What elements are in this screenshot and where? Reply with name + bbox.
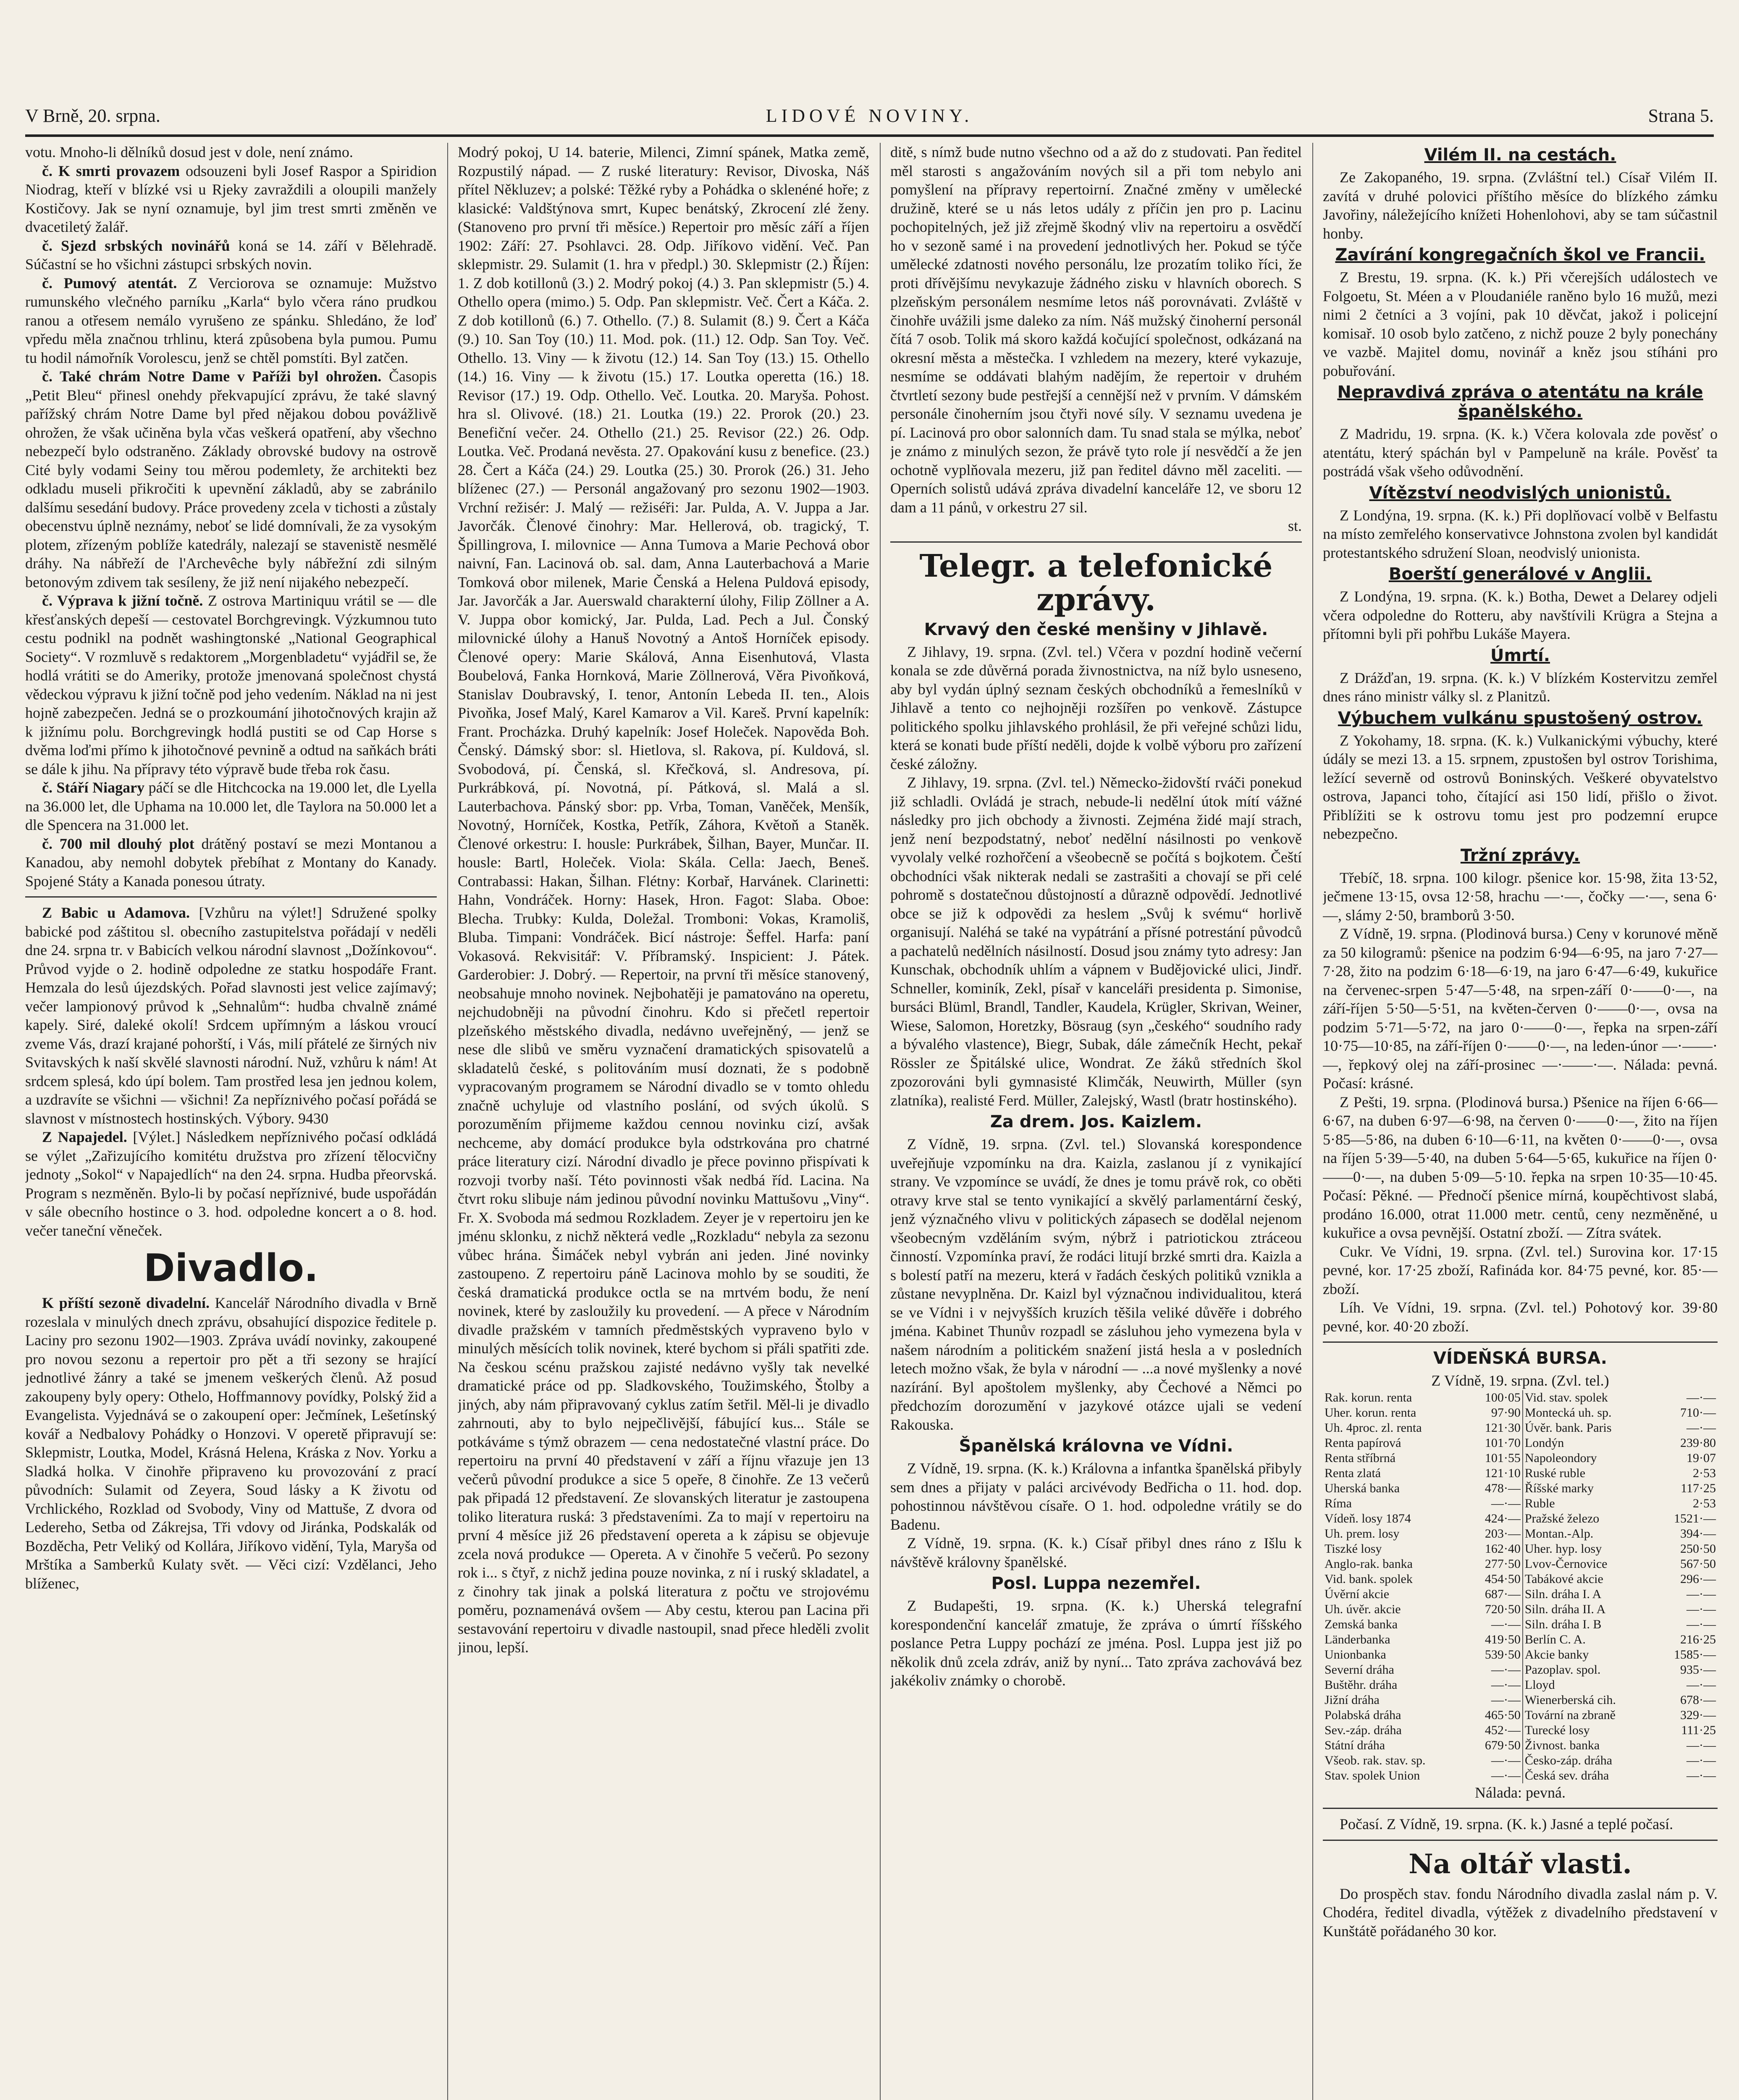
column-rule — [447, 143, 448, 2100]
security-name: Sev.-záp. dráha — [1325, 1723, 1402, 1737]
article-text: Kancelář Národního divadla v Brně rozeslala v minulých dnech zprávu, obsahující dispozice ředitele p. Laciny pro sezonu 1902—1903. Zpráva uvádí novinky, zakoupené pro novou sezonu a repertoir pro pět a tři sezony se hrající jednotlivé žánry a také se jmenem veškerých členů. Až posud zakoupeny byly opery: Othelo, Hoffmannovy povídky, Polský žid a Evangelista. Vyjednává se o zakoupení oper: Ječmínek, Lešetínský kovář a Nedbalovy Pohádky o Honzovi. V operetě připravují se: Sklepmistr, Loutka, Model, Krásná Helena, Kráska z Nov. Yorku a Sladká holka. V činohře připraveno ku provozování z prací původních: Sulamit od Zeyera, Soud lásky a K životu od Vrchlického, Rozklad od Svobody, Viny od Mattuše, Z dvora od Ledereho, Setba od Zákrejsa, Tři vdovy od Jiránka, Podskalák od Bozděcha, Petr Veliký od Kollára, Jiříkovo vidění, Tyla, Maryša od Mrštíka a Samberků Kulaty svět. — Věci cizí: Vzdělanci, Jeho blíženec, — [25, 1294, 437, 1592]
security-name: Lvov-Černovice — [1524, 1557, 1608, 1571]
article-headline: Za drem. Jos. Kaizlem. — [990, 1112, 1202, 1131]
article-text: Modrý pokoj, U 14. baterie, Milenci, Zimní spánek, Matka země, Rozpustilý nápad. — Z ruské literatury: Revisor, Divoska, Náš přítel Někluzev; a polské: Těžké ryby a Pohádka o sklenéné hoře; z klasické: Valdštýnova smrt, Kupec benátský, Zkrocení zlé ženy. (Stanoveno pro první tři měsíce.) Repertoir pro měsíc září a říjen 1902: Září: 27. Psohlavci. 28. Odp. Jiříkovo vidění. Več. Pan sklepmistr. 29. Sulamit (1. hra v předpl.) 30. Sklepmistr (2.) Říjen: 1. Z dob kotillonů (3.) 2. Modrý pokoj (4.) 3. Pan sklepmistr (5.) 4. Othello opera (mimo.) 5. Odp. Pan sklepmistr. Več. Čert a Káča. 2. Z dob kotillonů (6.) 7. Othello. (7.) 8. Sulamit (8.) 9. Čert a Káča (9.) 10. San Toy (10.) 11. Mod. pok. (11.) 12. Odp. San Toy. Več. Othello. 13. Viny — k životu (12.) 14. San Toy (13.) 15. Othello (14.) 16. Viny — k životu (15.) 17. Loutka operetta (16.) 18. Revisor (17.) 19. Odp. Othello. Več. Loutka. 20. Maryša. Pohost. hra sl. Olivové. (18.) 21. Loutka (19.) 22. Prorok (20.) 23. Benefiční večer. 24. Othello (21.) 25. Revisor (22.) 26. Odp. Loutka. Več. Prodaná nevěsta. 27. Opakování kusu z benefice. (23.) 28. Čert a Káča (24.) 29. Loutka (25.) 30. Prorok (26.) 31. Jeho blíženec (27.) — Personál angažovaný pro sezonu 1902—1903. Vrchní režisér: J. Malý — režiséři: Jar. Pulda, A. V. Juppa a Jar. Javorčák. Členové činohry: Mar. Hellerová, ob. tragický, T. Špillingrova, I. milovnice — Anna Tumova a Marie Pechová obor naivní, Fan. Lacinová ob. sal. dam, Anna Lauterbachová a Marie Tomková obor milenek, Marie Čenská a Helena Puldová episody, Jar. Javorčák a Jar. Auerswald charakterní úlohy, Filip Zöllner a A. V. Juppa obor komický, Jar. Pulda, Lad. Pech a Jul. Čonský milovnické úlohy a Hanuš Novotný a Antoš Horníček episody. Členové opery: Marie Skálová, Anna Eisenhutová, Vlasta Boubelová, Fanka Hornková, Marie Zöllnerová, Věra Pivoňková, Stanislav Doubravský, I. tenor, Antonín Lebeda II. ten., Alois Pivoňka, Josef Malý, Karel Kamarov a Vil. Kareš. První kapelník: Frant. Procházka. Druhý kapelník: Josef Holeček. Napověda Boh. Čenský. Dámský sbor: sl. Hietlova, sl. Rakova, pí. Kuldová, sl. Svobodová, pí. Čenská, sl. Křečková, sl. Andresova, pí. Purkrábková, pí. Novotná, pí. Pátková, sl. Malá a sl. Lauterbachova. Pánský sbor: pp. Vrba, Toman, Vaněček, Menšík, Novotný, Horníček, Kostka, Petřík, Záhora, Květoň a Staněk. Členové orkestru: I. housle: Purkrábek, Šilhan, Bayer, Munčar. II. housle: Bartl, Holeček. Viola: Skála. Cella: Jaech, Beneš. Contrabassi: Hakan, Šilhan. Flétny: Korbař, Harvánek. Clarinetti: Hahn, Vondráček. Horny: Hasek, Hron. Fagot: Slaba. Oboe: Blecha. Trubky: Kulda, Doležal. Tromboni: Vokas, Kramoliš, Bluba. Timpani: Vondráček. Bicí nástroje: Šeffel. Harfa: paní Vokasová. Rekvisitář: V. Příbramský. Inspicient: J. Pátek. Garderobier: J. Dobrý. — Repertoir, na první tři měsíce stanovený, neobsahuje mnoho novinek. Nejbohatěji je pamatováno na operetu, nejchudobněji na původní činohru. Kdo si přečetl repertoir plzeňského městského divadla, nedávno uveřejněný, — jenž se nese dle slibů ve směru vyznačení dramatických spisovatelů a skladatelů české, s politováním musí doznati, že s podobně vypracovaným programem se Národní divadlo se v tomto ohledu značně uchyluje od vlastního poslání, od svých úkolů. S porozuměním přijmeme každou cennou novinku cizí, avšak nechceme, aby domácí produkce byla odstrkována pro chatrné práce literatury cizí. Národní divadlo je přece povinno přispívati k rozvoji tvorby naší. Této povinnosti však nedbá říd. Lacina. Na čtvrt roku slibuje nám jedinou původní novinku Mattušovu „Viny“. Fr. X. Svoboda má sedmou Rozkladem. Zeyer je v repertoiru jen ke jménu sklonku, z nichž některá vedle „Rozkladu“ nebyla za sezonu vůbec hrána. Šimáček nebyl vybrán ani jeden. Jiné novinky zastoupeno. Z repertoiru páně Lacinova mohlo by se souditi, že česká dramatická produkce octla se na mrtvém bodu, že není novinek, které by zasloužily ku provedení. — A přece v Národním divadle pražském v tamních předměstských vypraveno bylo v minulých měsících tolik novinek, které bychom si přáli spatřiti zde. Na českou scénu pražskou zajisté nedávno vyšly tak nevelké dramatické práce od pp. Sladkovského, Toužimského, Štolby a jiných, aby nám připravovaný cyklus zatím šetřil. Měl-li je divadlo zahrnouti, aby to bylo nejpečlivější, fábující kus... Stále se potkáváme s týmž obrazem — cena nedostatečné vlastní práce. Do repertoiru na první 40 představení v září a říjnu vřazuje jen 13 večerů původní produkce a sice 5 opeře, 8 činohře. Ze 13 večerů pak připadá 12 představení. Ze slovanských literatur je zastoupena toliko literatura ruská: 3 představeními. Za to mají v repertoiru na první 4 měsíce již 26 představení opereta a k zápisu se objevuje zcela nová produkce — Opereta. A v činohře 5 večerů. Po sezony rok i... s čtyř, z nichž jedina pouze novinka, z ní i ruský skladatel, a z činohry tak jinak a polská literatura z počtu ve strojovému poměru, poznamenává ovšem — Aby cestu, kterou pan Lacina při sestavování repertoiru v divadle nastoupil, snad přece hleděli zvolit jinou, lepší. — [458, 144, 869, 1656]
bourse-table — [1323, 1390, 1718, 1783]
article-text: [Vzhůru na výlet!] Sdružené spolky babické pod záštitou sl. obecního zastupitelstva pořádají v neděli dne 24. srpna tr. v Babicích velkou národní slavnost „Dožínkovou“. Průvod vyjde o 2. hodině odpoledne ze statku hospodáře Frant. Hemzala do lesů újezdských. Pořad slavnosti jest velice zajímavý; večer lampionový průvod k „Sehnalům“: hudba chvalně známé kapely. Siré, daleké okolí! Srdcem upřímným a láskou vroucí zveme Vás, drazí krajané pohorští, i Vás, milí přátelé ze širných niv Svitavských k naší skvělé slavnosti národní. Nuž, vzhůru k nám! At srdcem splesá, kdo úpí bolem. Tam prostřed lesa jen jednou kolem, a uzdravíte se všichni — všichni! Za nepříznivého počasí pořádá se slavnost v místnostech hostinských. Výbory. 9430 — [25, 904, 437, 1127]
column-2 — [458, 143, 869, 2100]
article — [25, 367, 437, 591]
article-text: Z Londýna, 19. srpna. (K. k.) Při doplňovací volbě v Belfastu na místo zemřelého konservativce Johnstona zvolen byl kandidát protestantského sdružení Sloan, neodvislý unionista. — [1323, 507, 1718, 561]
security-price: 1585·— — [1674, 1647, 1716, 1662]
article-headline: Posl. Luppa nezemřel. — [991, 1574, 1201, 1593]
article-lead: č. Výprava k jižní točně. — [42, 592, 203, 609]
security-price: 100·05 — [1468, 1390, 1523, 1405]
article-lead: Z Babic u Adamova. — [42, 904, 190, 921]
security-name: Akcie banky — [1524, 1647, 1589, 1662]
security-name: Unionbanka — [1325, 1647, 1386, 1662]
security-price: 454·50 — [1468, 1572, 1523, 1587]
security-name: Siln. dráha II. A — [1524, 1602, 1606, 1616]
security-name: Všeob. rak. stav. sp. — [1325, 1753, 1426, 1767]
article — [25, 1294, 437, 1593]
security-name: Turecké losy — [1524, 1723, 1590, 1737]
table-row — [1323, 1572, 1718, 1587]
table-row — [1323, 1526, 1718, 1541]
bourse-subtitle: Z Vídně, 19. srpna. (Zvl. tel.) — [1431, 1372, 1609, 1389]
security-price: —·— — [1687, 1587, 1716, 1601]
table-row — [1323, 1451, 1718, 1466]
security-name: Živnost. banka — [1524, 1738, 1600, 1752]
article-lead: č. Stáří Niagary — [42, 779, 145, 796]
security-price: —·— — [1468, 1662, 1523, 1677]
security-name: Říšské marky — [1524, 1481, 1594, 1495]
security-price: 250·50 — [1680, 1541, 1716, 1556]
security-name: Tiszké losy — [1325, 1541, 1382, 1556]
table-row — [1323, 1390, 1718, 1405]
security-price: 203·— — [1468, 1526, 1523, 1541]
table-row — [1323, 1587, 1718, 1602]
security-name: Uher. hyp. losy — [1524, 1541, 1602, 1556]
table-row — [1323, 1708, 1718, 1723]
article — [25, 236, 437, 274]
security-price: —·— — [1468, 1677, 1523, 1693]
table-row — [1323, 1466, 1718, 1481]
table-row — [1323, 1723, 1718, 1738]
security-name: Uherská banka — [1325, 1481, 1400, 1495]
security-price: —·— — [1687, 1420, 1716, 1435]
security-price: 679·50 — [1468, 1738, 1523, 1753]
article-headline: Nepravdivá zpráva o atentátu na krále španělského. — [1337, 383, 1703, 421]
security-name: Tabákové akcie — [1524, 1572, 1603, 1586]
security-price: —·— — [1687, 1390, 1716, 1404]
divider — [1323, 1808, 1718, 1809]
article-text: Z Brestu, 19. srpna. (K. k.) Při včerejších událostech ve Folgoetu, St. Méen a v Ploudaniéle raněno bylo 16 mužů, mezi nimi 2 četníci a 3 vojíni, pak 10 děvčat, jakož i policejní komisař. 10 osob bylo zatčeno, z nichž pouze 2 byly ponechány ve vazbě. Majitel domu, novinář a kněz jsou stíháni pro pobuřování. — [1323, 269, 1718, 379]
article — [25, 778, 437, 835]
article — [25, 1128, 437, 1240]
article-text: Z Budapešti, 19. srpna. (K. k.) Uherská telegrafní korespondenční kancelář zmatuje, že zpráva o úmrtí říšského poslance Petra Luppy pochází ze jména. Posl. Luppa jest již po několik dnů zcela zdráv, aniž by nyní... Tato zpráva zachovává bez jakékoliv známky o chorobě. — [890, 1597, 1302, 1689]
bourse-table-body — [1323, 1390, 1718, 1783]
article-headline: Zavírání kongregačních škol ve Francii. — [1335, 245, 1705, 265]
security-name: Zemská banka — [1325, 1617, 1398, 1631]
security-price: 19·07 — [1687, 1451, 1716, 1465]
security-name: Londýn — [1524, 1436, 1564, 1450]
security-price: 121·10 — [1468, 1466, 1523, 1481]
table-row — [1323, 1496, 1718, 1511]
security-name: Stav. spolek Union — [1325, 1768, 1420, 1782]
security-name: Wienerberská cih. — [1524, 1693, 1616, 1707]
article-text: Časopis „Petit Bleu“ přinesl onehdy překvapující zprávu, že také slavný pařížský chrám Notre Dame byl před nějakou dobou povážlivě ohrožen, že však učiněna byla včas veškerá opatření, aby všechno nebezpečí bylo odstraněno. Základy obrovské budovy na ostrově Cité byly vodami Seiny tou měrou podemlety, že architekti bez odkladu museli přikročiti k upevnění základů, aby se zabránilo dalšímu sesedání budovy. Práce provedeny zcela v tichosti a zůstaly obecenstvu úplně neznámy, neboť se lidé domnívali, že za vysokým plotem, zřízeným poblíže katedrály, nalezají se stavenistě nesmělé dráhy. Na nábřeží de l'Archevêche byly nábřežní zdi silným betonovým zdivem tak sesíleny, že již není nijakého nebezpečí. — [25, 368, 437, 591]
security-name: Anglo-rak. banka — [1325, 1557, 1413, 1571]
security-name: Berlín C. A. — [1524, 1632, 1586, 1646]
article-text: Z Vídně, 19. srpna. (Zvl. tel.) Slovanská korespondence uveřejňuje vzpomínku na dra. Kaizla, zaslanou jí z vynikající strany. Ve vzpomínce se uvádí, že dnes je tomu právě rok, co oběti otravy krve stal se tento vynikající a skvělý parlamentární český, jenž význačného vlivu v politických zápasech se dodělal nejenom všeobecným vzděláním svým, nýbrž i patriotickou ztráceou činností. Vzpomínka praví, že rodáci litují brzké smrti dra. Kaizla a s bolestí patří na mezeru, která v řadách českých politiků vznikla a zůstane nevyplněna. Dr. Kaizl byl význačnou individualitou, která se ve Vídni i v nejvyšších kruzích těšila veliké důvěře i dobrého jména. Kabinet Thunův rozpadl se zásluhou jeho vymezena byla v našem národním a politickém snažení jistá hesla a v posledních letech možno však, že byla v národní — ...a nové myšlenky a nové nazírání. Byl apoštolem myšlenky, aby Čechové a Němci po předchozím dorozumění v jazykové otázce ujali se vedení Rakouska. — [890, 1136, 1302, 1433]
table-row — [1323, 1738, 1718, 1753]
article-text: Z Drážďan, 19. srpna. (K. k.) V blízkém Kostervitzu zemřel dnes ráno ministr války sl. z Planitzů. — [1323, 669, 1718, 705]
security-price: 97·90 — [1468, 1405, 1523, 1420]
table-row — [1323, 1405, 1718, 1420]
security-name: Pražské železo — [1524, 1511, 1600, 1525]
article — [25, 835, 437, 891]
article — [25, 274, 437, 368]
security-name: Uh. prem. losy — [1325, 1526, 1400, 1541]
table-row — [1323, 1602, 1718, 1617]
security-name: Lloyd — [1524, 1677, 1555, 1692]
security-price: 329·— — [1680, 1708, 1716, 1722]
article-text: ditě, s nímž bude nutno všechno od a až do z studovati. Pan ředitel měl starosti s angažováním nových sil a při tom nebylo ani pomyšlení na přípravy repertoirní. Značné změny v umělecké družině, které se u nás letos udály z příčin jen pro p. Lacinu pochopitelných, jež již zřejmě škodný vliv na repertoiru a osvědčí ho v sezoně samé i na provedení jednotlivých her. Pokud se týče umělecké zdatnosti nového personálu, lze prozatím toliko říci, že proti dřívějšímu nevykazuje žádného zisku v hlavních oborech. S plzeňským personálem nesmíme letos náš porovnávati. Zvláště v činohře uvážili jsme daleko za ním. Náš mužský činoherní personál čítá 7 osob. Tolik má skoro každá kočující společnost, odkázaná na okresní města a městečka. I vzhledem na mezery, které vykazuje, nesmíme se oddávati blahým nadějím, že repertoir v druhém čtvrtletí sezony bude pestřejší a cennější než v prvním. V dámském personále činoherním jsou čtyři nové síly. V seznamu uvedena je pí. Lacinová pro obor salonních dam. Tu snad stala se mýlka, neboť je známo z minulých sezon, že právě tyto role jí nesvědčí a že jen ochotně vyplňovala mezeru, již pan ředitel dávno měl zaceliti. — Operních solistů udává zpráva divadelní kanceláře 12, ve sboru 12 dam a 11 pánů, v orkestru 27 sil. — [890, 144, 1302, 516]
section-title: Telegr. a telefonické zprávy. — [919, 548, 1273, 618]
security-price: 394·— — [1680, 1526, 1716, 1541]
article-lead: č. Pumový atentát. — [42, 274, 177, 291]
security-name: Úvěrní akcie — [1325, 1587, 1390, 1601]
column-1 — [25, 143, 437, 2100]
article-text: Ze Zakopaného, 19. srpna. (Zvláštní tel.) Císař Vilém II. zavítá v druhé polovici příštího měsíce do blízkého zámku Javořiny, náležejícího knížeti Hohenlohovi, aby se tam súčastnil honby. — [1323, 169, 1718, 242]
security-name: Vid. stav. spolek — [1524, 1390, 1608, 1404]
article-headline: Krvavý den české menšiny v Jihlavě. — [924, 620, 1268, 639]
market-report: Třebíč, 18. srpna. 100 kilogr. pšenice kor. 15·98, žita 13·52, ječmene 13·15, ovsa 12·58, hrachu —·—, čočky —·—, sena 6·—, slámy 2·50, bramborů 3·50. — [1323, 869, 1718, 924]
author-signature: st. — [1288, 517, 1302, 534]
bourse-title: VÍDEŇSKÁ BURSA. — [1433, 1349, 1607, 1368]
table-row — [1323, 1511, 1718, 1526]
market-report: Z Vídně, 19. srpna. (Plodinová bursa.) Ceny v korunové měně za 50 kilogramů: pšenice na podzim 6·94—6·95, na jaro 7·27—7·28, žito na podzim 6·18—6·19, na jaro 6·47—6·49, kukuřice na červenec-srpen 5·47—5·48, na srpen-září 0·——0·—, na září-říjen 5·50—5·51, na květen-červen 0·——0·—, ovsa na podzim 5·71—5·72, na jaro 0·——0·—, řepka na srpen-září 10·75—10·85, na září-říjen 0·——0·—, na leden-únor —·——·—, řepkový olej na září-prosinec —·——·—. Nálada: pevná. Počasí: krásné. — [1323, 925, 1718, 1092]
security-name: Česko-záp. dráha — [1524, 1753, 1613, 1767]
article-text: Z Verciorova se oznamuje: Mužstvo rumunského vlečného parníku „Karla“ bylo včera ráno prudkou ranou a otřesem nemálo vyrušeno ze spánku. Shledáno, že loď vpředu měla značnou trhlinu, která způsobena byla pumou. Pumu tu hodil námořník Vorolescu, jenž se chtěl pomstíti. Byl zatčen. — [25, 274, 437, 366]
security-price: —·— — [1687, 1617, 1716, 1631]
article-text: votu. Mnoho-li dělníků dosud jest v dole, není známo. — [25, 144, 353, 160]
security-price: —·— — [1687, 1602, 1716, 1616]
article-lead: č. Také chrám Notre Dame v Paříži byl ohrožen. — [42, 368, 382, 385]
article-headline: Boerští generálové v Anglii. — [1388, 564, 1652, 584]
table-row — [1323, 1693, 1718, 1708]
security-price: 935·— — [1680, 1662, 1716, 1677]
security-price: 296·— — [1680, 1572, 1716, 1586]
security-name: Montecká uh. sp. — [1524, 1405, 1612, 1420]
table-row — [1323, 1632, 1718, 1647]
security-name: Uh. úvěr. akcie — [1325, 1602, 1401, 1616]
table-row — [1323, 1753, 1718, 1768]
table-row — [1323, 1436, 1718, 1451]
security-price: 162·40 — [1468, 1541, 1523, 1557]
article-headline: Úmrtí. — [1490, 646, 1550, 665]
divider — [1323, 1840, 1718, 1841]
security-name: Státní dráha — [1325, 1738, 1385, 1752]
table-row — [1323, 1662, 1718, 1677]
security-name: Tovární na zbraně — [1524, 1708, 1616, 1722]
security-price: 101·55 — [1468, 1451, 1523, 1466]
article-text: Z Londýna, 19. srpna. (K. k.) Botha, Dewet a Delarey odjeli včera odpoledne do Rotteru, aby navštívili Krügra a Stejna a přítomni byli při pohřbu Lukáše Mayera. — [1323, 588, 1718, 642]
article-headline: Vilém II. na cestách. — [1424, 145, 1616, 165]
table-row — [1323, 1647, 1718, 1662]
divider — [1323, 1341, 1718, 1343]
section-title: Na oltář vlasti. — [1409, 1848, 1632, 1880]
article-lead: č. Sjezd srbských novinářů — [42, 237, 230, 254]
security-price: 710·— — [1680, 1405, 1716, 1420]
bourse-mood: Nálada: pevná. — [1475, 1784, 1566, 1801]
column-3 — [890, 143, 1302, 2100]
article-headline: Španělská královna ve Vídni. — [959, 1436, 1233, 1456]
security-name: Polabská dráha — [1325, 1708, 1401, 1722]
market-report: Líh. Ve Vídni, 19. srpna. (Zvl. tel.) Pohotový kor. 39·80 pevné, kor. 40·20 zboží. — [1323, 1299, 1718, 1335]
page-number: Strana 5. — [1648, 105, 1714, 126]
security-price: —·— — [1687, 1677, 1716, 1692]
security-price: —·— — [1687, 1738, 1716, 1752]
security-price: 539·50 — [1468, 1647, 1523, 1662]
table-row — [1323, 1617, 1718, 1632]
article-lead: K příští sezoně divadelní. — [42, 1294, 210, 1311]
page-header — [25, 105, 1714, 137]
weather-report: Počasí. Z Vídně, 19. srpna. (K. k.) Jasné a teplé počasí. — [1340, 1816, 1673, 1832]
security-name: Ruble — [1524, 1496, 1555, 1510]
security-name: Länderbanka — [1325, 1632, 1390, 1646]
table-row — [1323, 1677, 1718, 1693]
security-name: Česká sev. dráha — [1524, 1768, 1609, 1782]
security-name: Severní dráha — [1325, 1662, 1394, 1677]
table-row — [1323, 1557, 1718, 1572]
article-lead: č. 700 mil dlouhý plot — [42, 835, 194, 852]
article-text: Do prospěch stav. fondu Národního divadla zaslal nám p. V. Chodéra, ředitel divadla, výtěžek z divadelního představení v Kunštátě pořádaného 30 kor. — [1323, 1885, 1718, 1940]
masthead: LIDOVÉ NOVINY. — [766, 105, 973, 126]
security-price: 465·50 — [1468, 1708, 1523, 1723]
security-price: 216·25 — [1680, 1632, 1716, 1646]
security-price: 720·50 — [1468, 1602, 1523, 1617]
article-headline: Výbuchem vulkánu spustošený ostrov. — [1338, 708, 1703, 728]
security-price: 2·53 — [1693, 1466, 1716, 1480]
security-name: Siln. dráha I. B — [1524, 1617, 1602, 1631]
article-headline: Vítězství neodvislých unionistů. — [1369, 483, 1671, 503]
security-price: 111·25 — [1681, 1723, 1716, 1737]
security-name: Renta zlatá — [1325, 1466, 1381, 1480]
article-text: páčí se dle Hitchcocka na 19.000 let, dle Lyella na 36.000 let, dle Uphama na 10.000 let, dle Taylora na 50.000 let a dle Spencera na 31.000 let. — [25, 779, 437, 833]
security-name: Jižní dráha — [1325, 1693, 1380, 1707]
security-price: 1521·— — [1674, 1511, 1716, 1525]
security-price: 121·30 — [1468, 1420, 1523, 1436]
article — [25, 591, 437, 778]
security-price: 239·80 — [1680, 1436, 1716, 1450]
article-text: Z ostrova Martiniquu vrátil se — dle křesťanských depeší — cestovatel Borchgrevingk. Výzkumnou tuto cestu podnikl na podnět washingtonské „National Geographical Society“. V rozmluvě s redaktorem „Morgenbladetu“ vyjádřil se, že hodlá vrátiti se do Ameriky, protože jmenovaná společnost chystá vědeckou výpravu k jižní točně pod jeho vedením. Náklad na ni jest hojně zabezpečen. Jedná se o prozkoumání jihotočnových krajin až k jižnímu polu. Borchgrevingk hodlá pustiti se od Cap Horse s dvěma loďmi přímo k jihotočnové pevnině a odtud na saňkách bráti se dále k jihu. Na přípravy této výpravě bude třeba rok času. — [25, 592, 437, 777]
article-text: Z Vídně, 19. srpna. (K. k.) Císař přibyl dnes ráno z Išlu k návštěvě královny španělské. — [890, 1535, 1302, 1570]
market-report: Cukr. Ve Vídni, 19. srpna. (Zvl. tel.) Surovina kor. 17·15 pevné, kor. 17·25 zboží, Rafináda kor. 84·75 pevné, kor. 85·— zboží. — [1323, 1243, 1718, 1297]
security-name: Montan.-Alp. — [1524, 1526, 1594, 1541]
article-text: [Výlet.] Následkem nepříznivého počasí odkládá se výlet „Zařizujícího komitétu družstva pro zřízení tělocvičny jednoty „Sokol“ v Napajedlích“ na den 24. srpna. Hudba přeorvská. Program s nezměněn. Bylo-li by počasí nepříznivé, bude uspořádán v sále obecního hostince o 3. hod. odpoledne koncert a o 8. hod. večer taneční věneček. — [25, 1129, 437, 1239]
table-row — [1323, 1420, 1718, 1436]
security-price: 424·— — [1468, 1511, 1523, 1526]
article-text: Z Madridu, 19. srpna. (K. k.) Včera kolovala zde pověsť o atentátu, který spáchán byl v Pampeluně na krále. Pověsť ta postrádá však všeho odůvodnění. — [1323, 425, 1718, 480]
article-lead: č. K smrti provazem — [42, 162, 180, 179]
security-name: Rak. korun. renta — [1325, 1390, 1412, 1404]
column-4 — [1323, 143, 1718, 2100]
security-price: 419·50 — [1468, 1632, 1523, 1647]
security-name: Pazoplav. spol. — [1524, 1662, 1601, 1677]
section-title: Divadlo. — [143, 1246, 319, 1290]
article-text: koná se 14. září v Bělehradě. Súčastní se ho všichni zástupci srbských novin. — [25, 237, 437, 273]
security-name: Vid. bank. spolek — [1325, 1572, 1413, 1586]
header-date: V Brně, 20. srpna. — [25, 105, 160, 126]
article-text: Z Vídně, 19. srpna. (K. k.) Královna a infantka španělská přibyly sem dnes a přijaty v paláci arcivévody Bedřicha o 11. hod. dop. pohostinnou návštěvou císaře. O 1. hod. odpoledne vrátily se do Badenu. — [890, 1460, 1302, 1533]
column-rule — [880, 143, 881, 2100]
article-text: Z Jihlavy, 19. srpna. (Zvl. tel.) Včera v pozdní hodině večerní konala se zde důvěrná porada živnostnictva, na níž bylo usneseno, aby byl vydán úplný seznam českých obchodníků a řemeslníků v Jihlavě a tento co nejhojněji rozšířen po venkově. Zástupce politického spolku jihlavského prohlásil, že při veřejné schůzi lidu, která se konati bude příští neděli, dojde k volbě výboru pro zařízení české záložny. — [890, 643, 1302, 772]
security-price: —·— — [1468, 1768, 1523, 1783]
article-text: drátěný postaví se mezi Montanou a Kanadou, aby nemohl dobytek přebíhat z Montany do Kanady. Spojené Státy a Kanada ponesou útraty. — [25, 835, 437, 890]
security-name: Uh. 4proc. zl. renta — [1325, 1420, 1422, 1435]
security-name: Uher. korun. renta — [1325, 1405, 1416, 1420]
security-price: —·— — [1468, 1617, 1523, 1632]
market-report: Z Pešti, 19. srpna. (Plodinová bursa.) Pšenice na říjen 6·66—6·67, na duben 6·97—6·98, na červen 0·——0·—, žito na říjen 5·85—5·86, na duben 6·10—6·11, na květen 0·——0·—, ovsa na říjen 5·39—5·40, na duben 5·64—5·65, kukuřice na říjen 0·——0·—, na duben 5·09—5·10. řepka na srpen 10·35—10·45. Počasí: Pěkné. — Přednočí pšenice mírná, koupěchtivost slabá, prodáno 16.000, otrat 11.000 metr. centů, ceny nezměněné, u kukuřice a ovsa pevnější. Ostatní zboží. — Zítra svátek. — [1323, 1093, 1718, 1241]
article-lead: Z Napajedel. — [42, 1129, 127, 1145]
article-text: odsouzeni byli Josef Raspor a Spiridion Niodrag, kteří v blízké vsi u Rjeky zavraždili a oloupili manžely Kostičovy. Jak se nyní oznamuje, byl jim trest smrti změněn ve dvacetiletý žalář. — [25, 162, 437, 235]
security-price: 678·— — [1680, 1693, 1716, 1707]
divider — [890, 541, 1302, 543]
divider — [25, 896, 437, 898]
article-text: Z Jihlavy, 19. srpna. (Zvl. tel.) Německo-židovští rváči ponekud již schladli. Ovládá je strach, nebude-li nedělní útok mítí vážné následky pro jich obchody a živnosti. Zejména židé mají strach, jenž není bezpodstatný, neboť nedělní násilnosti po venkově vyvolaly velké rozhořčení a všeobecně se počítá s bojkotem. Čeští obchodníci však nikterak nedali se zastrašiti a chovají se při celé pohromě s dostatečnou důstojností a důrazně odpovědí. Jednotlivé obce se již k odpovědi za heslem „Svůj k svému“ horlivě organisují. Naléhá se také na vypátrání a přísné potrestání původců a pachatelů nedělních násilností. Dosud jsou známy tyto adresy: Jan Kunschak, obchodník uhlím a vápnem v Budějovické ulici, Jindř. Schneller, kominík, Zekl, písař v kanceláři presidenta p. Simonise, bursáci Blüml, Brandl, Tandler, Kaudela, Krügler, Skrivan, Weiner, Wiese, Salomon, Horetzky, Bösraug (syn „českého“ soudního rady a bývalého vlastence), Biegr, Subak, dále zámečník Hecht, pekař Rössler ze Špitálské ulice, Wondrat. Ze žáků středních škol zpozorováni byli gymnasisté Klimčák, Neuwirth, Müller (syn zlatníka), realisté Ferd. Müller, Zalejský, Wastl (bratr hostinského). — [890, 774, 1302, 1109]
security-name: Napoleondory — [1524, 1451, 1597, 1465]
security-name: Buštěhr. dráha — [1325, 1677, 1398, 1692]
article — [25, 162, 437, 236]
article-headline: Tržní zprávy. — [1460, 845, 1580, 865]
security-price: 101·70 — [1468, 1436, 1523, 1451]
table-row — [1323, 1768, 1718, 1783]
security-price: —·— — [1687, 1768, 1716, 1782]
security-price: —·— — [1468, 1753, 1523, 1768]
article — [25, 903, 437, 1128]
security-price: 478·— — [1468, 1481, 1523, 1496]
table-row — [1323, 1481, 1718, 1496]
column-rule — [1312, 143, 1313, 2100]
security-name: Ríma — [1325, 1496, 1352, 1510]
security-price: 687·— — [1468, 1587, 1523, 1602]
security-name: Siln. dráha I. A — [1524, 1587, 1602, 1601]
security-price: —·— — [1687, 1753, 1716, 1767]
security-name: Vídeň. losy 1874 — [1325, 1511, 1411, 1525]
security-price: —·— — [1468, 1496, 1523, 1511]
security-name: Úvěr. bank. Paris — [1524, 1420, 1612, 1435]
security-name: Ruské ruble — [1524, 1466, 1586, 1480]
security-price: 567·50 — [1680, 1557, 1716, 1571]
article-text: Z Yokohamy, 18. srpna. (K. k.) Vulkanickými výbuchy, které údály se mezi 13. a 15. srpnem, zpustošen byl ostrov Torishima, ležící severně od ostrovů Boninských. Veškeré obyvatelstvo ostrova, Japanci toho, čítající asi 150 lidí, přišlo o život. Přiblížiti se k ostrovu tomu jest pro podzemní erupce nebezpečno. — [1323, 732, 1718, 842]
security-name: Renta stříbrná — [1325, 1451, 1396, 1465]
security-price: —·— — [1468, 1693, 1523, 1708]
security-price: 2·53 — [1693, 1496, 1716, 1510]
security-price: 277·50 — [1468, 1557, 1523, 1572]
table-row — [1323, 1541, 1718, 1557]
security-price: 117·25 — [1681, 1481, 1716, 1495]
security-name: Renta papírová — [1325, 1436, 1401, 1450]
security-price: 452·— — [1468, 1723, 1523, 1738]
